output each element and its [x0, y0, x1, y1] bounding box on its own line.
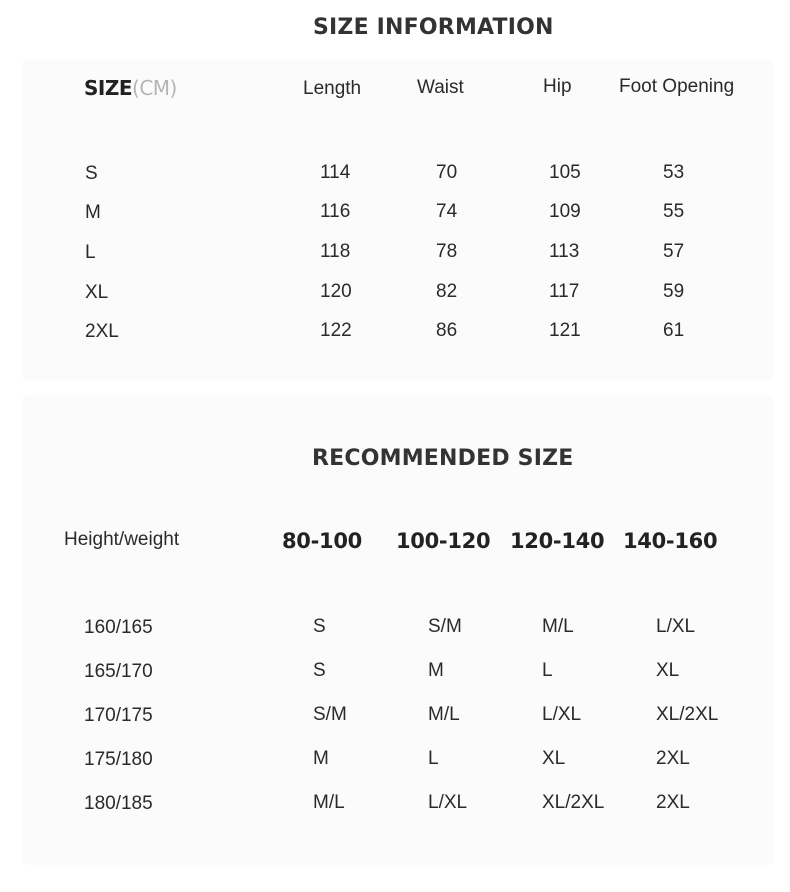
column-header-waist: Waist	[417, 77, 464, 98]
length-value: 114	[320, 162, 351, 183]
size-row-label: M	[85, 202, 101, 223]
recommended-size-value: M/L	[313, 792, 345, 813]
foot-opening-value: 55	[663, 201, 685, 222]
recommended-size-value: S	[313, 660, 326, 681]
weight-range-header: 120-140	[510, 529, 605, 553]
size-header-label: SIZE	[84, 76, 133, 100]
weight-range-header: 140-160	[623, 529, 718, 553]
recommended-size-value: XL	[656, 660, 680, 681]
recommended-size-value: L	[428, 748, 439, 769]
waist-value: 70	[436, 162, 458, 183]
foot-opening-value: 53	[663, 162, 685, 183]
recommended-size-value: L/XL	[656, 616, 696, 637]
column-header-foot-opening: Foot Opening	[619, 76, 735, 97]
hip-value: 109	[549, 201, 581, 222]
recommended-size-value: M/L	[428, 704, 460, 725]
recommended-size-value: M	[313, 748, 329, 769]
length-value: 118	[320, 241, 351, 262]
recommended-size-value: 2XL	[656, 748, 690, 769]
size-header-unit: (CM)	[132, 76, 177, 100]
size-row-label: XL	[85, 282, 109, 303]
hip-value: 105	[549, 162, 581, 183]
waist-value: 74	[436, 201, 458, 222]
recommended-size-value: M/L	[542, 616, 574, 637]
length-value: 120	[320, 281, 352, 302]
hip-value: 113	[549, 241, 580, 262]
height-row-label: 165/170	[84, 661, 153, 682]
height-row-label: 170/175	[84, 705, 153, 726]
foot-opening-value: 57	[663, 241, 685, 262]
weight-range-header: 100-120	[396, 529, 491, 553]
recommended-size-value: XL/2XL	[656, 704, 719, 725]
waist-value: 86	[436, 320, 458, 341]
recommended-size-value: M	[428, 660, 444, 681]
column-header-length: Length	[303, 78, 362, 99]
size-row-label: S	[85, 163, 98, 184]
recommended-size-title: RECOMMENDED SIZE	[312, 446, 574, 471]
recommended-size-value: L/XL	[542, 704, 582, 725]
size-row-label: 2XL	[85, 321, 119, 342]
foot-opening-value: 59	[663, 281, 685, 302]
hip-value: 117	[549, 281, 580, 302]
recommended-size-value: L	[542, 660, 553, 681]
recommended-size-value: XL/2XL	[542, 792, 605, 813]
size-row-label: L	[85, 242, 96, 263]
recommended-size-value: XL	[542, 748, 566, 769]
size-information-panel	[22, 60, 774, 380]
recommended-size-value: S/M	[313, 704, 347, 725]
weight-range-header: 80-100	[282, 529, 362, 553]
foot-opening-value: 61	[663, 320, 685, 341]
recommended-size-value: S/M	[428, 616, 462, 637]
height-row-label: 180/185	[84, 793, 153, 814]
waist-value: 78	[436, 241, 458, 262]
height-weight-label: Height/weight	[64, 529, 180, 550]
column-header-hip: Hip	[543, 76, 572, 97]
recommended-size-value: L/XL	[428, 792, 468, 813]
length-value: 122	[320, 320, 352, 341]
size-column-header	[84, 78, 177, 98]
length-value: 116	[320, 201, 351, 222]
waist-value: 82	[436, 281, 458, 302]
size-information-title: SIZE INFORMATION	[313, 15, 554, 40]
recommended-size-value: 2XL	[656, 792, 690, 813]
hip-value: 121	[549, 320, 581, 341]
height-row-label: 160/165	[84, 617, 153, 638]
height-row-label: 175/180	[84, 749, 153, 770]
recommended-size-value: S	[313, 616, 326, 637]
